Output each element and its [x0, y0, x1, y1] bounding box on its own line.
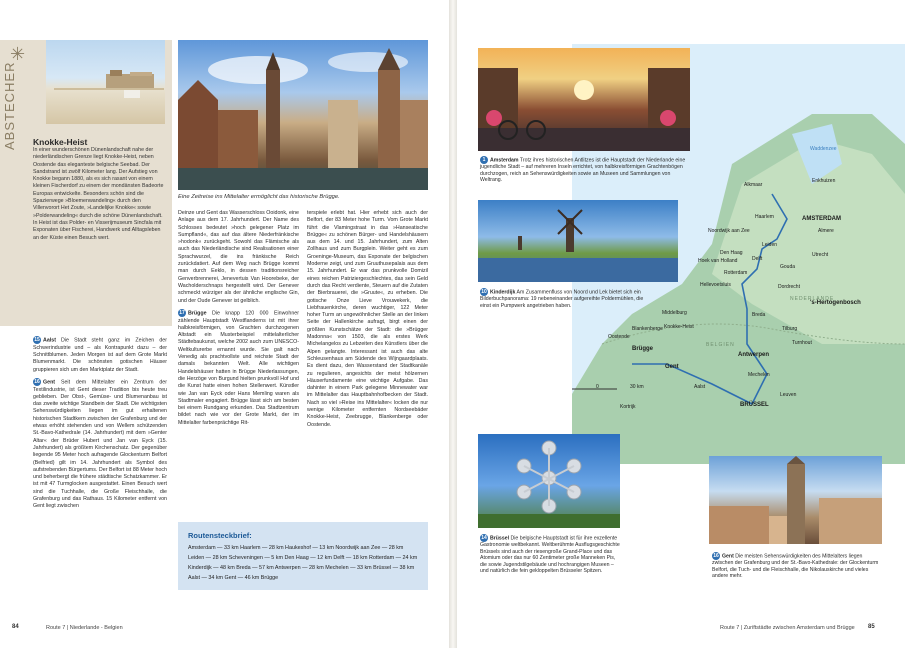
asterisk-icon: ✳ [10, 44, 26, 64]
route-info-line: Kinderdijk — 48 km Breda — 57 km Antwerpen — 28 km Mechelen — 33 km Brüssel — 38 km [188, 565, 415, 571]
caption-heading: Gent [722, 553, 734, 560]
map-city-label: Kortrijk [620, 404, 636, 410]
atomium-photo [478, 434, 620, 528]
text-column-2 [178, 210, 299, 427]
map-city-label: Aalst [694, 384, 706, 390]
map-scale-end: 30 km [630, 384, 644, 390]
caption-text: Am Zusammenfluss von Noord und Lek bietet sich ein Bilderbuchpanorama: 19 nebeneinander aufgereihte Poldermühlen, die einst ein Pumpwerk angetrieben haben. [480, 289, 644, 309]
map-city-label: Utrecht [812, 252, 829, 258]
route-info-title: Routensteckbrief: [188, 531, 252, 540]
section-text: Seit dem Mittelalter ein Zentrum der Textilindustrie, ist Gent dieser Tradition bis heute treu geblieben. Der Obst-, Gemüse- und Blumenanbau ist das zweite wichtige Standbein der Stadt. Die wichtigsten Sehenswürdigkeiten liegen im gut erhaltenen historischen Stadtkern zwischen der Grafenburg und der etwas erhöht stehenden und von Wellem schützenden St.-Bavo-Kathedrale (14. Jahrhundert) mit dem »Genter Altar« der Brüder Hubert und Jan van Eyck (15. Jahrhundert) als größtem Kirchenschatz. Der gegenüber liegende 95 Meter hoch aufragende Glockenturm Belfort (Belfried) gilt im 14. Jahrhundert als Symbol des aufstrebenden Bürgertums. Der Belfort ist 88 Meter hoch und beherbergt die frühere städtische Schatzkammer. Er ist mit 47 Turmglocken ausgestattet. Einen Besuch wert sind die Tuchhalle, die Große Fleischhalle, die Grafenburg und das Rathaus. 15 Kilometer entfernt von Gent liegt zwischen [33, 379, 167, 510]
number-badge: 17 [179, 309, 185, 316]
map-city-label: Enkhuizen [812, 178, 836, 184]
section-brugge [178, 309, 299, 427]
book-gutter [449, 0, 457, 648]
map-country-label: BELGIEN [706, 342, 735, 348]
section-text: Die knapp 120 000 Einwohner zählende Hauptstadt Westflanderns ist mit ihrer halbkreisförmigen, von Grachten durchzogenen Altstadt ein Musterbeispiel mittelalterlicher Städtebaukunst, welche 2002 auch zum UNESCO-Weltkulturerbe ernannt wurde. Sie galt nach Venedig als prachtvollste und reichste Stadt der damals bekannten Welt. Alle wichtigen Handelshäuser hatten in Brügge Niederlassungen, die Herzöge von Burgund hielten prunkvoll Hof und die Kunst hatte einen hohen Stellenwert. Künstler wie Jan van Eyck oder Hans Memling waren als Stadtmaler engagiert. Brügge lässt sich am besten bei einem Rundgang erkunden. Das Stadtzentrum bildet nach wie vor der Grote Markt, der im Mittelalter farbenprächtige Rit- [178, 310, 299, 426]
sidebar-title: Knokke-Heist [33, 137, 88, 147]
caption-heading: Brüssel [490, 535, 510, 542]
map-country-label: NEDERLANDE [790, 296, 835, 302]
map-city-label: Almere [818, 228, 834, 234]
map-city-label: Delft [752, 256, 763, 262]
map-label-sea: Waddenzee [810, 146, 837, 152]
caption-gent [712, 552, 882, 580]
footer-right: Route 7 | Zuriftstädte zwischen Amsterdam und Brügge [720, 625, 855, 631]
map-city-label: Haarlem [755, 214, 774, 220]
map-city-label: Hellevoetsluis [700, 282, 731, 288]
map-city-label: Knokke-Heist [664, 324, 694, 330]
caption-kinderdijk [480, 288, 648, 309]
number-badge: 10 [481, 289, 487, 295]
amsterdam-photo [478, 48, 690, 151]
map-city-label: Breda [752, 312, 766, 318]
map-city-label: BRÜSSEL [740, 402, 769, 408]
map-city-label: Dordrecht [778, 284, 800, 290]
page-number-right: 85 [868, 624, 875, 630]
kinderdijk-photo [478, 200, 678, 282]
map-scale-start: 0 [596, 384, 599, 390]
map-city-label: Antwerpen [738, 352, 770, 358]
map-city-label: Turnhout [792, 340, 812, 346]
map-city-label: Rotterdam [724, 270, 748, 276]
footer-left: Route 7 | Niederlande - Belgien [46, 625, 123, 631]
map-city-label: Gouda [780, 264, 796, 270]
caption-brussel [480, 534, 620, 575]
knokke-beach-photo [46, 40, 165, 124]
section-heading: Aalst [43, 337, 56, 344]
section-text: Deinze und Gent das Wasserschloss Ooidonk, eine Anlage aus dem 17. Jahrhundert. Der Name des Schlosses bedeutet »hoch gelegener Platz im Sumpfland«, das auf das ältere Niederfränkische »hodonk« zurückgeht. Sowohl das Flämische als auch das Niederländische sind Realisationen einer Sprachwurzel, die ins fränkische Reich zurückdatiert. Auf dem Weg nach Brügge kommt man durch Eeklo, in dessen traditionsreicher Genverbrennerei, Jenevertuis Van Hoorebeke, der Wacholderschnaps hergestellt wird. Der Genever schmeckt würziger als der ähnliche englische Gin, und der Oude Genever ist gelblich. [178, 210, 299, 304]
map-city-label: Middelburg [662, 310, 687, 316]
caption-amsterdam [480, 156, 688, 184]
number-badge: 15 [34, 337, 40, 343]
map-city-label: Hoek van Holland [698, 258, 738, 264]
sidebar-tab-label: ABSTECHER [2, 61, 17, 150]
section-ooidonk [178, 210, 299, 305]
gent-photo [709, 456, 882, 544]
section-gent [33, 378, 167, 511]
caption-heading: Kinderdijk [490, 289, 516, 296]
number-badge: 14 [481, 535, 487, 541]
map-city-label: Leuven [780, 392, 797, 398]
number-badge: 1 [480, 156, 488, 164]
map-city-label: Leiden [762, 242, 778, 248]
map-city-label: Mechelen [748, 372, 770, 378]
text-column-1 [33, 336, 167, 511]
route-info-line: Amsterdam — 33 km Haarlem — 28 km Haukeshof — 13 km Noordwijk aan Zee — 28 km [188, 545, 404, 551]
map-city-label: Noordwijk aan Zee [708, 228, 750, 234]
text-column-3: terspiele erlebt hat. Hier erhebt sich auch der Belfort, der 83 Meter hohe Turm. Vom Grote Markt führt die Vlamingstraat in das »Hanseatische Brügge« zu schönen Bürger- und Handelshäusern aus dem 14. und 15. Jahrhundert, zum Alten Zollhaus und zum Burgplein. Weiter geht es zum Groeninge-Museum, das Exponate der belgischen Moderne zeigt, und zum Gruuthusepalais aus dem 15. Jahrhundert. Er war das prunkvolle Domizil eines reichen Patriziergeschlechtes, das sein Geld durch das Recht verdiente, Steuern auf die Zutaten der Bierbrauerei, die »Gruute«, zu erheben. Die gotische Onze Lieve Vrouwekerk, die Liebfrauenkirche, deren wuchtiger, 122 Meter hoher Turm an ungewöhnlicher Stelle an der linken Seite der Hallenkirche aufragt, birgt einen der größten Kunstschätze der Stadt: die »Brügger Madonna« von 1503, die als erstes Werk Michelangelos zu Lebzeiten des Künstlers über die Alpen gelangte. Interessant ist auch das alte Schleusenhaus am Südende des Wijngaardplaats. Es dient dazu, den Wasserstand der Stadtkanäle zu regulieren, angesichts der meist hölzernen Häuserfundamente eine wichtige Aufgabe. Das dahinter in einem Park gelegene Minnewater war im Mittelalter das Hauptbahnhofbecken der Stadt. Nach so viel »Reise ins Mittelalter« locken die nur wenige Kilometer entfernten Nordseebäder Knokke-Heist, Zeebrugge, Blankenberge oder Oostende. [307, 210, 428, 428]
section-heading: Brügge [188, 310, 207, 317]
caption-heading: Amsterdam [490, 157, 519, 164]
photo-caption: Eine Zeitreise ins Mittelalter ermöglicht das historische Brügge. [178, 194, 340, 200]
number-badge: 16 [713, 553, 719, 559]
map-city-label: 's-Hertogenbosch [810, 300, 861, 306]
route-info-line: Leiden — 28 km Scheveningen — 5 km Den Haag — 12 km Delft — 18 km Rotterdam — 24 km [188, 555, 418, 561]
number-badge: 16 [34, 378, 40, 385]
map-city-label: Oostende [608, 334, 630, 340]
map-city-label: Blankenberge [632, 326, 663, 332]
caption-text: Die belgische Hauptstadt ist für ihre exzellente Gastronomie weltbekannt. Weltberühmte Ausflugsgeschichte Brüssels sind auch der riesengroße Grand-Place und das Atomium oder das nur 60 Zentimeter große Manneken Pis, die sowie Jugendstilgebäude und hochrangigen Museen – und natürlich die fein gekloppelten Brüsseler Spitzen. [480, 535, 620, 575]
caption-text: Die meisten Sehenswürdigkeiten des Mittelalters liegen zwischen der Grafenburg und der St.-Bavo-Kathedrale: der Glockenturm Belfort, die Tuch- und die Fleischhalle, die Nikolauskirche und vieles andere mehr. [712, 553, 879, 580]
caption-text: Trotz ihres historischen Antlitzes ist die Hauptstadt der Niederlande eine jugendliche Stadt – auf mehreren Inseln errichtet, von halbkreisförmigen Grachtenbögen durchzogen, reich an Sehenswürdigkeiten sowie an Museen und Sammlungen von Weltrang. [480, 157, 686, 184]
map-city-label: Den Haag [720, 250, 743, 256]
map-city-label: Gent [665, 364, 679, 370]
sidebar-text: In einer wunderschönen Dünenlandschaft nahe der niederländischen Grenze liegt Knokke-Heist, neben Oostende das eleganteste belgische Seebad. Der Sandstrand ist zwölf Kilometer lang. Der Aufstieg von Knokke begann 1880, als es sich rasant von einem kleinen Fischerdorf zu einem der mondänsten Badeorte Europas entwickelte. Besonders schön sind die Spazierwege »Bloemenwandeling« durch den Villenvorort Het Zoute, »Landelijke Knokke« sowie »Polderwandeling« durch die schöne Dünenlandschaft. In Heist ist das Polder- en Visserijmuseum Sincfala mit Exponaten über Fischerei, Handwerk und Alltagsleben an der Küste einen Besuch wert. [33, 147, 164, 241]
map-city-label: AMSTERDAM [802, 216, 841, 222]
map-city-label: Alkmaar [744, 182, 763, 188]
route-info-line: Aalst — 34 km Gent — 46 km Brügge [188, 575, 279, 581]
section-heading: Gent [43, 379, 56, 386]
section-aalst [33, 336, 167, 374]
page-number-left: 84 [12, 624, 19, 630]
section-text: Die Stadt steht ganz im Zeichen der Schwerindustrie und – als Kontrapunkt dazu – der Schnittblumen. Jeden Morgen ist auf dem Grote Markt Blumenmarkt. Die schönsten gotischen Häuser gruppieren sich um den Marktplatz der Stadt. [33, 337, 167, 373]
map-city-label: Tilburg [782, 326, 798, 332]
bruges-photo [178, 40, 428, 190]
map-city-label: Brügge [632, 346, 653, 352]
